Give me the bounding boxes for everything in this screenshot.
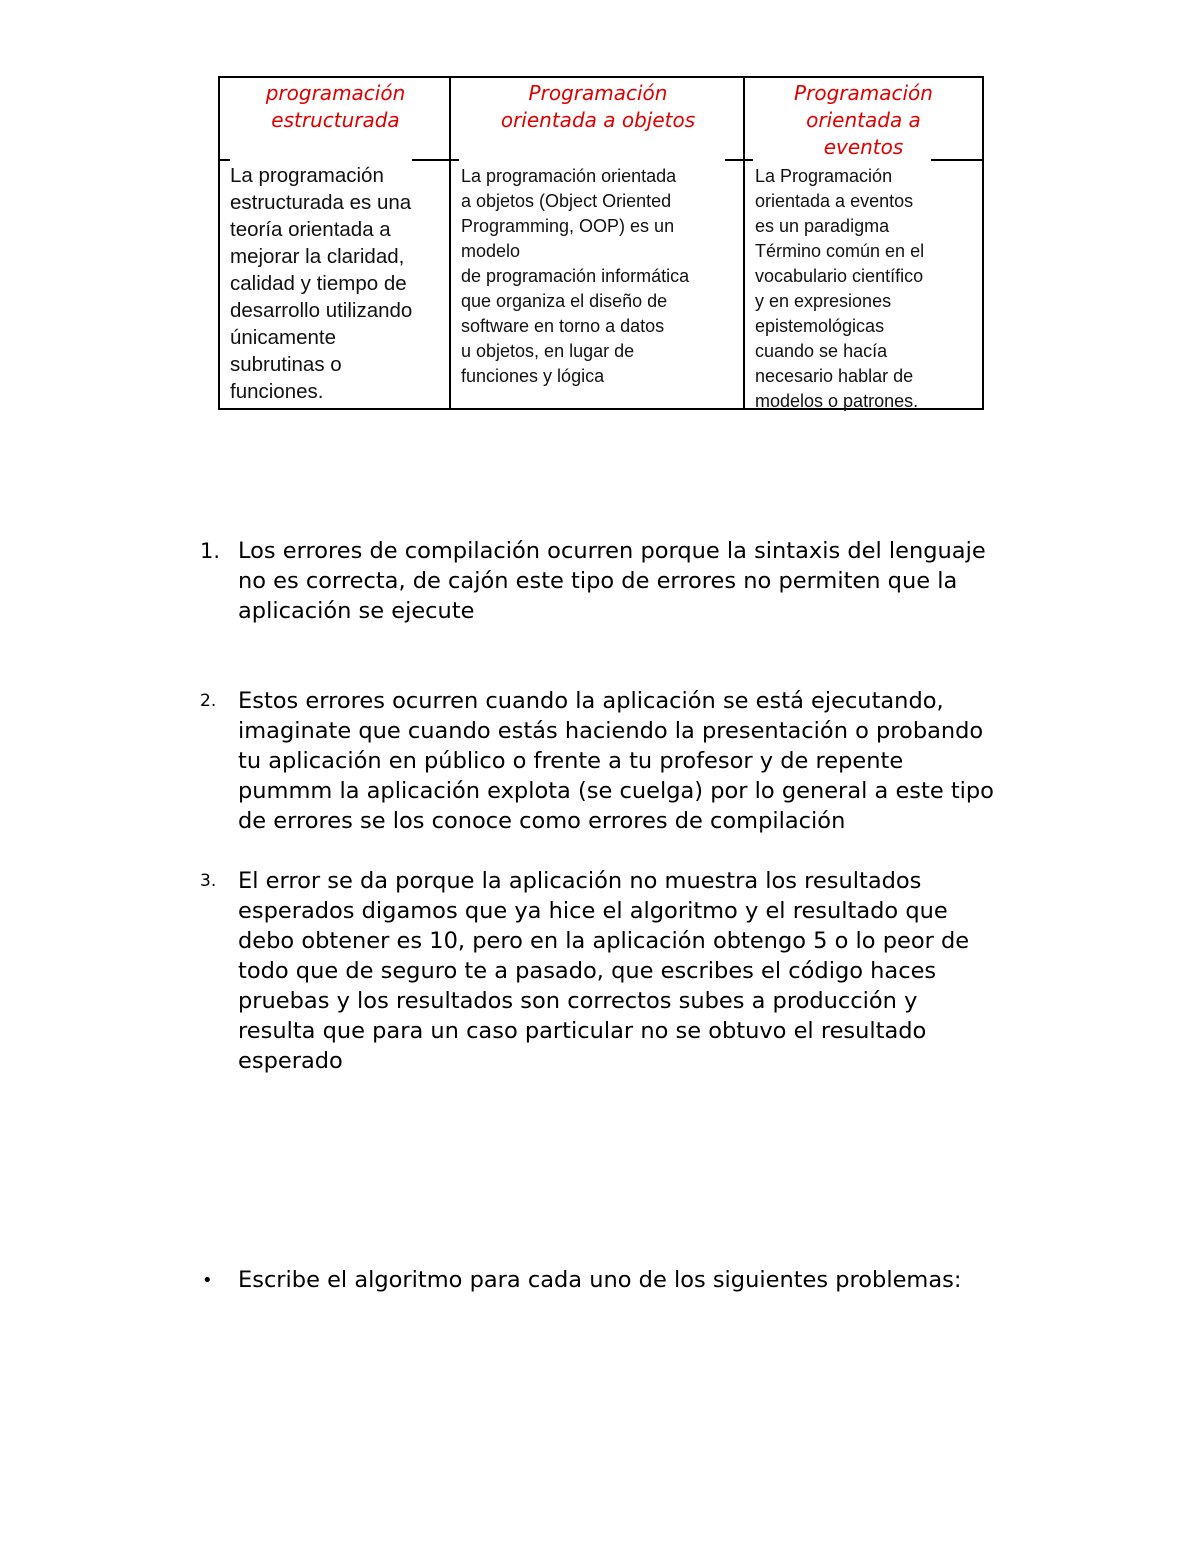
title-line: programación	[265, 81, 406, 105]
text-line: y en expresiones	[755, 291, 892, 311]
title-line: Programación	[528, 81, 668, 105]
list-item	[238, 686, 1058, 836]
list-number: 2.	[200, 691, 217, 711]
text-line: pruebas y los resultados son correctos subes a producción y	[238, 988, 918, 1014]
text-line: esperados digamos que ya hice el algoritmo y el resultado que	[238, 898, 948, 924]
title-line: orientada a	[806, 108, 921, 132]
title-line: Programación	[794, 81, 933, 105]
text-line: El error se da porque la aplicación no muestra los resultados	[238, 868, 922, 894]
text-line: La programación orientada	[461, 166, 677, 186]
text-line: de errores se los conoce como errores de compilación	[238, 808, 846, 834]
text-line: modelo	[461, 241, 521, 261]
column-description	[461, 164, 745, 389]
text-line: desarrollo utilizando	[230, 299, 413, 322]
text-line: funciones y lógica	[461, 366, 605, 386]
column-title	[220, 80, 451, 134]
text-line: Los errores de compilación ocurren porque la sintaxis del lenguaje	[238, 538, 986, 564]
header-rule	[451, 159, 459, 161]
list-number: 3.	[200, 871, 217, 891]
text-line: necesario hablar de	[755, 366, 914, 386]
column-title	[745, 80, 982, 161]
text-line: modelos o patrones.	[755, 391, 919, 411]
text-line: todo que de seguro te a pasado, que escribes el código haces	[238, 958, 937, 984]
text-line: estructurada es una	[230, 191, 412, 214]
list-number: 1.	[200, 539, 221, 563]
header-rule	[725, 159, 745, 161]
text-line: cuando se hacía	[755, 341, 888, 361]
text-line: Estos errores ocurren cuando la aplicación se está ejecutando,	[238, 688, 944, 714]
text-line: debo obtener es 10, pero en la aplicación obtengo 5 o lo peor de	[238, 928, 970, 954]
header-rule	[931, 159, 983, 161]
text-line: pummm la aplicación explota (se cuelga) por lo general a este tipo	[238, 778, 994, 804]
text-line: esperado	[238, 1048, 343, 1074]
comparison-table	[218, 76, 984, 410]
text-line: únicamente	[230, 326, 336, 349]
column-description	[755, 164, 979, 414]
text-line: no es correcta, de cajón este tipo de errores no permiten que la	[238, 568, 958, 594]
text-line: La Programación	[755, 166, 893, 186]
text-line: calidad y tiempo de	[230, 272, 407, 295]
text-line: mejorar la claridad,	[230, 245, 405, 268]
list-item	[238, 866, 1058, 1076]
column-object-oriented-programming	[451, 78, 745, 408]
text-line: imaginate que cuando estás haciendo la presentación o probando	[238, 718, 984, 744]
text-line: vocabulario científico	[755, 266, 924, 286]
text-line: a objetos (Object Oriented	[461, 191, 672, 211]
text-line: es un paradigma	[755, 216, 890, 236]
title-line: eventos	[823, 135, 904, 159]
text-line: subrutinas o	[230, 353, 342, 376]
text-line: funciones.	[230, 380, 324, 403]
text-line: Término común en el	[755, 241, 925, 261]
text-line: de programación informática	[461, 266, 690, 286]
header-rule	[220, 159, 230, 161]
header-rule	[745, 159, 753, 161]
text-line: resulta que para un caso particular no se obtuvo el resultado	[238, 1018, 927, 1044]
bullet-icon: •	[202, 1270, 213, 1291]
text-line: epistemológicas	[755, 316, 885, 336]
column-title	[451, 80, 745, 134]
header-rule	[412, 159, 449, 161]
list-item	[238, 536, 1058, 626]
text-line: teoría orientada a	[230, 218, 391, 241]
text-line: aplicación se ejecute	[238, 598, 475, 624]
text-line: orientada a eventos	[755, 191, 914, 211]
title-line: estructurada	[271, 108, 400, 132]
column-description	[230, 162, 445, 405]
text-line: u objetos, en lugar de	[461, 341, 635, 361]
column-structured-programming	[220, 78, 451, 408]
instruction-text: Escribe el algoritmo para cada uno de los siguientes problemas:	[238, 1267, 962, 1293]
text-line: La programación	[230, 164, 384, 187]
column-event-driven-programming	[745, 78, 982, 411]
text-line: que organiza el diseño de	[461, 291, 668, 311]
text-line: software en torno a datos	[461, 316, 665, 336]
title-line: orientada a objetos	[500, 108, 696, 132]
text-line: Programming, OOP) es un	[461, 216, 675, 236]
text-line: tu aplicación en público o frente a tu profesor y de repente	[238, 748, 904, 774]
